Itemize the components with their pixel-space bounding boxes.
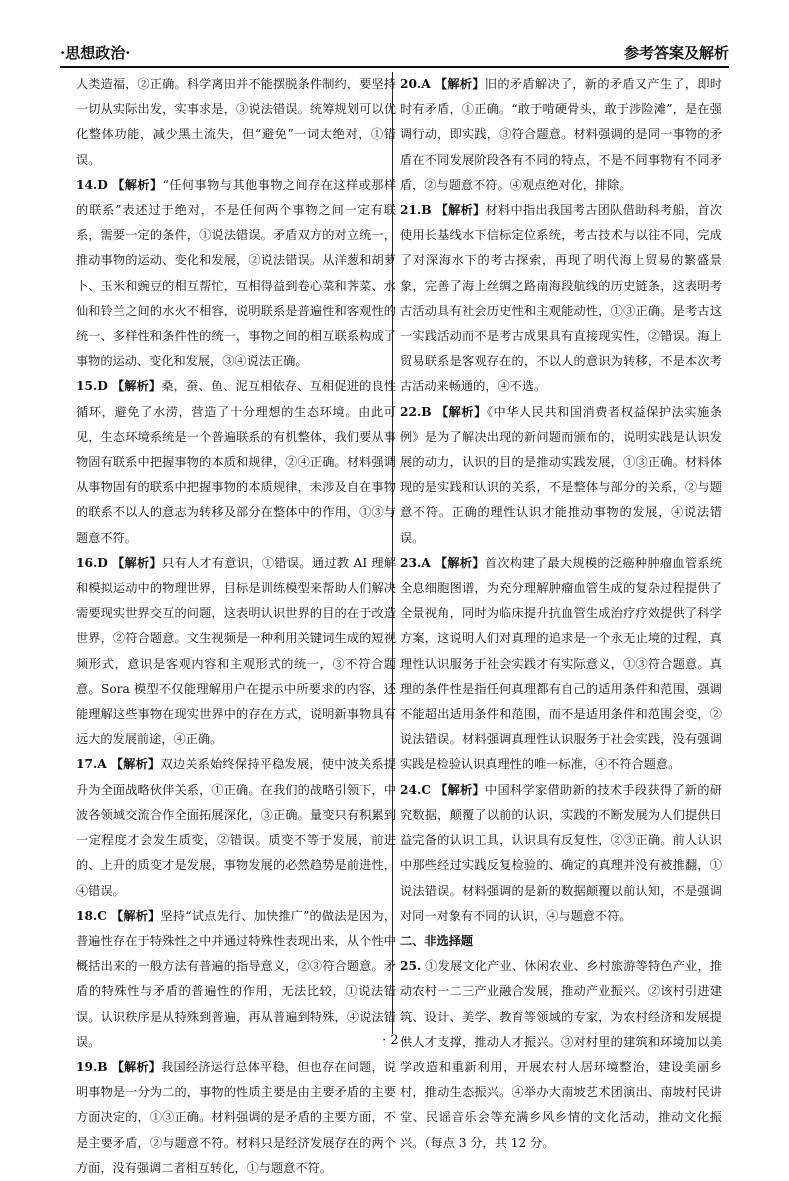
- right-column: [400, 72, 722, 1156]
- question-number: 22.B: [400, 404, 432, 419]
- answer-item: [400, 198, 722, 400]
- question-number: 21.B: [400, 203, 432, 218]
- answer-text: 首次构建了最大规模的泛癌种肿瘤血管系统全息细胞图谱，为充分理解肿瘤血管生成的复杂过程提供了全景视角，同时为临床提升抗血管生成治疗疗效提供了科学方案，这说明人们对真理的追求是一个永无止境的过程，真理性认识服务于社会实践才有实际意义，①③符合题意。真理的条件性是指任何真理都有自己的适用条件和范围，强调不能超出适用条件和范围，而不是适用条件和范围会变，②说法错误。材料强调真理性认识服务于社会实践，没有强调实践是检验认识真理性的唯一标准，④不符合题意。: [400, 555, 723, 772]
- question-number: 20.A: [400, 77, 431, 91]
- analysis-tag: 【解析】: [111, 555, 162, 570]
- answer-item: [400, 954, 722, 1156]
- answer-text: 《中华人民共和国消费者权益保护法实施条例》是为了解决出现的新问题而颁布的，说明实践是认识发展的动力，认识的目的是推动实践发展，①③正确。材料体现的是实践和认识的关系，不是整体与部分的关系，②与题意不符。正确的理性认识才能推动事物的发展，④说法错误。: [400, 404, 723, 545]
- answer-item: [76, 173, 396, 375]
- section-heading: 二、非选择题: [400, 933, 474, 948]
- question-number: 17.A: [76, 757, 107, 772]
- answer-text: 旧的矛盾解决了，新的矛盾又产生了，即时时有矛盾，①正确。“敢于啃硬骨头，敢于涉险滩”，是在强调行动，即实践，③符合题意。材料强调的是同一事物的矛盾在不同发展阶段各有不同的特点，不是不同事物有不同矛盾，②与题意不符。④观点绝对化，排除。: [400, 77, 723, 192]
- answer-item: [76, 374, 396, 550]
- analysis-tag: 【解析】: [435, 782, 486, 797]
- analysis-tag: 【解析】: [110, 908, 161, 923]
- analysis-tag: 【解析】: [435, 203, 486, 218]
- analysis-tag: 【解析】: [110, 757, 161, 772]
- analysis-tag: 【解析】: [111, 379, 162, 394]
- analysis-tag: 【解析】: [435, 404, 487, 419]
- analysis-tag: 【解析】: [434, 555, 485, 570]
- page-header: [60, 40, 729, 68]
- answer-item: [400, 400, 722, 551]
- question-number: 19.B: [76, 1059, 108, 1074]
- question-number: 25.: [400, 959, 422, 974]
- answer-text: 只有人才有意识，①错误。通过教 AI 理解和模拟运动中的物理世界，目标是训练模型来帮助人们解决需要现实世界交互的问题，这表明认识世界的目的在于改造世界，②符合题意。文生视频是一种利用关键词生成的短视频形式，意识是客观内容和主观形式的统一，③不符合题意。Sora 模型不仅能理解用户在提示中所要求的内容，还能理解这些事物在现实世界中的存在方式，说明新事物具有远大的发展前途，④正确。: [76, 555, 397, 747]
- question-number: 24.C: [400, 782, 431, 797]
- answer-item: [400, 778, 722, 929]
- answer-item: [400, 551, 722, 778]
- answer-item: [76, 1055, 396, 1181]
- answer-item: [76, 752, 396, 903]
- answer-item: [400, 72, 722, 198]
- answer-text: 材料中指出我国考古团队借助科考船，首次使用长基线水下信标定位系统，考古技术与以往不同，完成了对深海水下的考古探索，再现了明代海上贸易的繁盛景象，完善了海上丝绸之路南海段航线的历史链条，这表明考古活动具有社会历史性和主观能动性，①③正确。是考古这一实践活动而不是考古成果具有直接现实性，②错误。海上贸易联系是客观存在的，不以人的意识为转移，不是本次考古活动来畅通的，④不选。: [400, 203, 723, 394]
- question-number: 18.C: [76, 908, 107, 923]
- answer-text: “任何事物与其他事物之间存在这样或那样的联系”表述过于绝对，不是任何两个事物之间一定有联系，需要一定的条件，①说法错误。矛盾双方的对立统一，推动事物的运动、变化和发展，②说法错误。从洋葱和胡萝卜、玉米和豌豆的相互帮忙，互相得益到卷心菜和荠菜、水仙和铃兰之间的水火不相容，说明联系是普遍性和客观性的统一、多样性和条件性的统一，事物之间的相互联系构成了事物的运动、变化和发展，③④说法正确。: [76, 177, 397, 369]
- question-number: 23.A: [400, 555, 431, 570]
- analysis-tag: 【解析】: [112, 177, 163, 192]
- question-number: 15.D: [76, 379, 108, 394]
- analysis-tag: 【解析】: [434, 77, 485, 91]
- answer-item: [76, 551, 396, 753]
- subject-title: ·思想政治·: [60, 44, 131, 62]
- answer-text: ①发展文化产业、休闲农业、乡村旅游等特色产业，推动农村一二三产业融合发展，推动产业振兴。②该村引进建筑、设计、美学、教育等领域的专家，为农村经济和发展提供人才支撑，推动人才振兴。③对村里的建筑和环境加以美学改造和重新利用，开展农村人居环境整治，建设美丽乡村，推动生态振兴。④举办大南坡艺术团演出、南坡村民讲堂、民谣音乐会等充满乡风乡情的文化活动，推动文化振兴。（每点 3 分，共 12 分。: [400, 959, 723, 1150]
- section-title: 参考答案及解析: [623, 44, 729, 62]
- answer-item: [76, 72, 396, 173]
- analysis-tag: 【解析】: [111, 1059, 162, 1074]
- question-number: 16.D: [76, 555, 108, 570]
- left-column: [76, 72, 396, 1181]
- question-number: 14.D: [76, 177, 108, 192]
- answer-text: 桑，蚕、鱼、泥互相依存、互相促进的良性循环，避免了水涝，营造了十分理想的生态环境。由此可见，生态环境系统是一个普遍联系的有机整体，我们要从事物固有联系中把握事物的本质和规律，②④正确。材料强调从事物固有的联系中把握事物的本质规律，未涉及自在事物的联系不以人的意志为转移及部分在整体中的作用，①③与题意不符。: [76, 379, 397, 545]
- page-number: · 2 ·: [382, 1033, 407, 1048]
- answer-text: 人类造福，②正确。科学离田并不能摆脱条件制约，要坚持一切从实际出发，实事求是，③说法错误。统筹规划可以优化整体功能，减少黑土流失，但“避免”一词太绝对，①错误。: [76, 77, 396, 167]
- answer-text: 双边关系始终保持平稳发展，使中波关系提升为全面战略伙伴关系，①正确。在我们的战略引领下，中波各领域交流合作全面拓展深化，③正确。量变只有积累到一定程度才会发生质变，②错误。质变不等于发展，前进的、上升的质变才是发展，事物发展的必然趋势是前进性，④错误。: [76, 757, 397, 898]
- answer-text: 我国经济运行总体平稳，但也存在问题，说明事物是一分为二的，事物的性质主要是由主要矛盾的主要方面决定的，①③正确。材料强调的是矛盾的主要方面，不是主要矛盾，②与题意不符。材料只是经济发展存在的两个方面，没有强调二者相互转化，①与题意不符。: [76, 1059, 397, 1175]
- answer-text: 坚持“试点先行、加快推广”的做法是因为，普遍性存在于特殊性之中并通过特殊性表现出来，从个性中概括出来的一般方法有普遍的指导意义，②③符合题意。矛盾的特殊性与矛盾的普遍性的作用，无法比较，①说法错误。认识秩序是从特殊到普遍，再从普遍到特殊，④说法错误。: [76, 908, 397, 1049]
- answer-text: 中国科学家借助新的技术手段获得了新的研究数据，颠覆了以前的认识，实践的不断发展为人们提供日益完备的认识工具，认识具有反复性，②③正确。前人认识中那些经过实践反复检验的、确定的真理并没有被推翻，①说法错误。材料强调的是新的数据颠覆以前认知，不是强调对同一对象有不同的认识，④与题意不符。: [400, 782, 723, 923]
